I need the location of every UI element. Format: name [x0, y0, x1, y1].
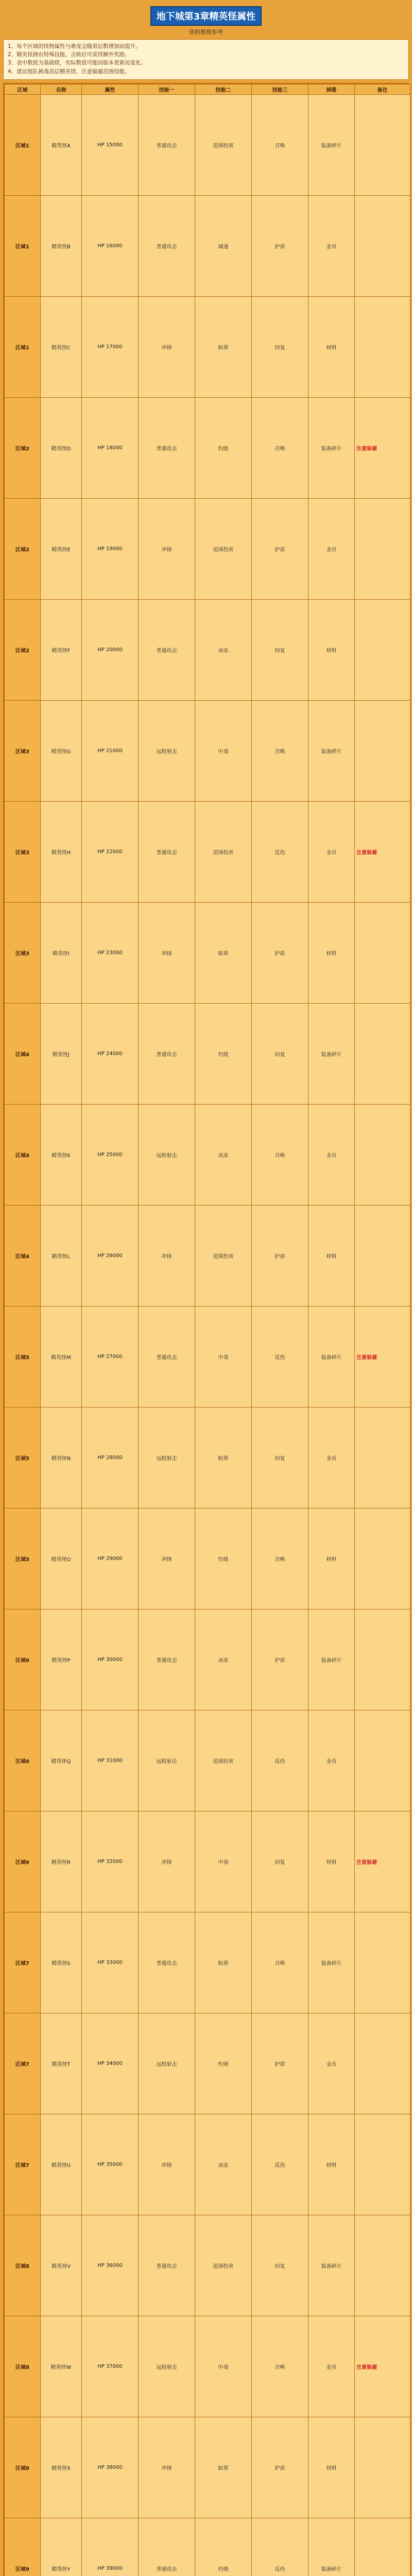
table-cell-s3: 召唤 — [252, 1104, 308, 1205]
table-cell-s1: 普通攻击 — [139, 801, 195, 902]
table-cell-s2: 范围伤害 — [195, 1205, 252, 1306]
table-cell-name: 精英怪Q — [41, 1710, 82, 1811]
table-cell-note — [355, 2518, 410, 2576]
table-cell-note — [355, 902, 410, 1003]
table-cell-name: 精英怪K — [41, 1104, 82, 1205]
table-cell-s2: 中毒 — [195, 1306, 252, 1407]
table-cell-attr: HP 16000 — [82, 195, 139, 296]
table-cell-drop: 材料 — [308, 1811, 355, 1912]
table-cell-drop: 装备碎片 — [308, 1003, 355, 1104]
data-table-wrapper — [3, 83, 409, 2576]
table-cell-drop: 材料 — [308, 902, 355, 1003]
table-cell-drop: 装备碎片 — [308, 2215, 355, 2316]
table-cell-s1: 普通攻击 — [139, 599, 195, 700]
table-cell-s2: 中毒 — [195, 2316, 252, 2417]
table-cell-s3: 回复 — [252, 296, 308, 397]
table-cell-zone: 区域3 — [5, 902, 41, 1003]
table-cell-s1: 远程射击 — [139, 1710, 195, 1811]
table-cell-s3: 护盾 — [252, 2417, 308, 2518]
table-cell-s3: 召唤 — [252, 94, 308, 195]
table-cell-s1: 远程射击 — [139, 1104, 195, 1205]
table-row — [5, 902, 410, 1003]
table-cell-zone: 区域8 — [5, 2316, 41, 2417]
table-cell-s2: 中毒 — [195, 700, 252, 801]
table-cell-s3: 召唤 — [252, 700, 308, 801]
table-cell-name: 精英怪R — [41, 1811, 82, 1912]
page-subtitle: 资料整理参考 — [189, 29, 223, 36]
table-cell-note — [355, 1710, 410, 1811]
table-cell-drop: 金币 — [308, 195, 355, 296]
table-cell-name: 精英怪N — [41, 1407, 82, 1508]
table-row — [5, 1205, 410, 1306]
table-cell-name: 精英怪L — [41, 1205, 82, 1306]
table-cell-attr: HP 21000 — [82, 700, 139, 801]
table-row — [5, 1407, 410, 1508]
table-cell-note — [355, 1104, 410, 1205]
table-cell-note — [355, 1508, 410, 1609]
table-row — [5, 700, 410, 801]
table-cell-drop: 金币 — [308, 2013, 355, 2114]
table-cell-s1: 冲锋 — [139, 2114, 195, 2215]
table-cell-zone: 区域7 — [5, 2114, 41, 2215]
table-cell-attr: HP 37000 — [82, 2316, 139, 2417]
table-cell-s2: 眩晕 — [195, 902, 252, 1003]
table-row — [5, 1003, 410, 1104]
table-cell-s2: 眩晕 — [195, 296, 252, 397]
table-cell-drop: 材料 — [308, 296, 355, 397]
table-cell-s1: 普通攻击 — [139, 2215, 195, 2316]
table-cell-s1: 远程射击 — [139, 1407, 195, 1508]
table-cell-attr: HP 20000 — [82, 599, 139, 700]
table-cell-drop: 金币 — [308, 1104, 355, 1205]
table-cell-attr: HP 39000 — [82, 2518, 139, 2576]
table-cell-name: 精英怪G — [41, 700, 82, 801]
table-cell-note — [355, 2417, 410, 2518]
table-cell-zone: 区域6 — [5, 1609, 41, 1710]
table-cell-name: 精英怪M — [41, 1306, 82, 1407]
table-cell-drop: 装备碎片 — [308, 700, 355, 801]
table-cell-s3: 反伤 — [252, 801, 308, 902]
table-cell-s3: 护盾 — [252, 195, 308, 296]
table-cell-name: 精英怪J — [41, 1003, 82, 1104]
table-cell-s2: 冰冻 — [195, 2114, 252, 2215]
table-cell-s3: 反伤 — [252, 2114, 308, 2215]
table-cell-attr: HP 26000 — [82, 1205, 139, 1306]
table-cell-s1: 普通攻击 — [139, 1912, 195, 2013]
table-cell-name: 精英怪C — [41, 296, 82, 397]
header-cell: 技能一 — [139, 84, 195, 94]
table-cell-s2: 范围伤害 — [195, 498, 252, 599]
table-cell-attr: HP 27000 — [82, 1306, 139, 1407]
note-line: 1、每个区域的怪物属性与难度会随着层数增加而提升。 — [8, 43, 141, 49]
table-cell-zone: 区域4 — [5, 1104, 41, 1205]
table-cell-drop: 材料 — [308, 2417, 355, 2518]
table-cell-s2: 范围伤害 — [195, 801, 252, 902]
table-cell-zone: 区域6 — [5, 1710, 41, 1811]
table-cell-name: 精英怪V — [41, 2215, 82, 2316]
table-cell-note — [355, 296, 410, 397]
table-cell-name: 精英怪O — [41, 1508, 82, 1609]
table-cell-zone: 区域2 — [5, 599, 41, 700]
table-cell-drop: 装备碎片 — [308, 2518, 355, 2576]
table-cell-s3: 回复 — [252, 1407, 308, 1508]
table-row — [5, 1609, 410, 1710]
table-cell-note — [355, 195, 410, 296]
table-cell-attr: HP 24000 — [82, 1003, 139, 1104]
table-cell-note: 注意躲避 — [355, 1306, 410, 1407]
table-body — [5, 94, 410, 2576]
table-cell-drop: 材料 — [308, 1508, 355, 1609]
table-cell-attr: HP 17000 — [82, 296, 139, 397]
table-row — [5, 1811, 410, 1912]
table-cell-zone: 区域5 — [5, 1508, 41, 1609]
note-line: 2、精英怪拥有特殊技能，击败后可获得额外奖励。 — [8, 52, 130, 58]
table-cell-note — [355, 599, 410, 700]
table-cell-attr: HP 19000 — [82, 498, 139, 599]
table-cell-s2: 冰冻 — [195, 599, 252, 700]
table-cell-zone: 区域1 — [5, 296, 41, 397]
table-cell-name: 精英怪D — [41, 397, 82, 498]
table-cell-zone: 区域2 — [5, 498, 41, 599]
table-cell-s3: 反伤 — [252, 1306, 308, 1407]
table-cell-s1: 远程射击 — [139, 700, 195, 801]
table-cell-drop: 材料 — [308, 599, 355, 700]
table-cell-drop: 装备碎片 — [308, 397, 355, 498]
table-cell-name: 精英怪Y — [41, 2518, 82, 2576]
table-cell-s3: 护盾 — [252, 498, 308, 599]
table-cell-attr: HP 34000 — [82, 2013, 139, 2114]
table-cell-name: 精英怪H — [41, 801, 82, 902]
table-cell-name: 精英怪U — [41, 2114, 82, 2215]
table-cell-s3: 召唤 — [252, 2316, 308, 2417]
table-cell-drop: 装备碎片 — [308, 1609, 355, 1710]
table-cell-note — [355, 1912, 410, 2013]
table-cell-s1: 冲锋 — [139, 1205, 195, 1306]
table-cell-note — [355, 2215, 410, 2316]
table-cell-s1: 冲锋 — [139, 1508, 195, 1609]
table-cell-attr: HP 28000 — [82, 1407, 139, 1508]
table-header-row — [5, 84, 410, 94]
header-cell: 属性 — [82, 84, 139, 94]
table-cell-s1: 普通攻击 — [139, 2518, 195, 2576]
table-cell-zone: 区域8 — [5, 2417, 41, 2518]
table-cell-attr: HP 22000 — [82, 801, 139, 902]
table-cell-drop: 金币 — [308, 801, 355, 902]
table-cell-zone: 区域3 — [5, 801, 41, 902]
table-cell-s3: 召唤 — [252, 1508, 308, 1609]
table-row — [5, 2518, 410, 2576]
table-cell-s2: 减速 — [195, 195, 252, 296]
table-cell-s1: 普通攻击 — [139, 1609, 195, 1710]
table-cell-name: 精英怪I — [41, 902, 82, 1003]
table-cell-zone: 区域4 — [5, 1205, 41, 1306]
notes-box — [3, 39, 409, 80]
table-cell-zone: 区域8 — [5, 2215, 41, 2316]
table-cell-s2: 灼烧 — [195, 1003, 252, 1104]
table-cell-name: 精英怪P — [41, 1609, 82, 1710]
table-row — [5, 94, 410, 195]
table-row — [5, 1306, 410, 1407]
header-cell: 备注 — [355, 84, 410, 94]
table-cell-s3: 召唤 — [252, 397, 308, 498]
table-cell-s1: 普通攻击 — [139, 94, 195, 195]
table-cell-s3: 回复 — [252, 2215, 308, 2316]
table-cell-zone: 区域1 — [5, 195, 41, 296]
table-cell-zone: 区域2 — [5, 397, 41, 498]
table-cell-s1: 远程射击 — [139, 2316, 195, 2417]
table-cell-attr: HP 35000 — [82, 2114, 139, 2215]
table-cell-attr: HP 31000 — [82, 1710, 139, 1811]
table-cell-drop: 装备碎片 — [308, 94, 355, 195]
title-block — [3, 3, 409, 36]
table-cell-attr: HP 29000 — [82, 1508, 139, 1609]
table-cell-s2: 灼烧 — [195, 1508, 252, 1609]
table-cell-name: 精英怪S — [41, 1912, 82, 2013]
table-cell-s2: 冰冻 — [195, 1609, 252, 1710]
table-cell-note: 注意躲避 — [355, 1811, 410, 1912]
table-cell-zone: 区域5 — [5, 1306, 41, 1407]
table-cell-attr: HP 36000 — [82, 2215, 139, 2316]
table-cell-drop: 材料 — [308, 1205, 355, 1306]
table-cell-attr: HP 30000 — [82, 1609, 139, 1710]
table-cell-note: 注意躲避 — [355, 397, 410, 498]
table-cell-name: 精英怪A — [41, 94, 82, 195]
table-cell-zone: 区域9 — [5, 2518, 41, 2576]
table-row — [5, 2215, 410, 2316]
table-cell-s1: 冲锋 — [139, 296, 195, 397]
table-cell-s1: 冲锋 — [139, 902, 195, 1003]
header-cell: 技能三 — [252, 84, 308, 94]
table-cell-note — [355, 1205, 410, 1306]
table-cell-attr: HP 32000 — [82, 1811, 139, 1912]
table-cell-s3: 召唤 — [252, 1912, 308, 2013]
table-cell-note — [355, 1609, 410, 1710]
table-cell-attr: HP 23000 — [82, 902, 139, 1003]
table-cell-note — [355, 1003, 410, 1104]
table-cell-s3: 护盾 — [252, 2013, 308, 2114]
table-cell-attr: HP 25000 — [82, 1104, 139, 1205]
table-cell-zone: 区域1 — [5, 94, 41, 195]
table-cell-attr: HP 38000 — [82, 2417, 139, 2518]
table-cell-s3: 回复 — [252, 599, 308, 700]
header-cell: 名称 — [41, 84, 82, 94]
table-cell-note — [355, 498, 410, 599]
table-cell-s3: 反伤 — [252, 2518, 308, 2576]
table-cell-note — [355, 2114, 410, 2215]
table-cell-name: 精英怪W — [41, 2316, 82, 2417]
table-cell-zone: 区域4 — [5, 1003, 41, 1104]
table-row — [5, 195, 410, 296]
table-row — [5, 296, 410, 397]
table-cell-note: 注意躲避 — [355, 2316, 410, 2417]
table-cell-zone: 区域6 — [5, 1811, 41, 1912]
table-cell-s2: 范围伤害 — [195, 2215, 252, 2316]
table-cell-s3: 护盾 — [252, 902, 308, 1003]
table-cell-s2: 灼烧 — [195, 397, 252, 498]
table-cell-attr: HP 18000 — [82, 397, 139, 498]
table-row — [5, 1912, 410, 2013]
table-cell-s1: 冲锋 — [139, 1811, 195, 1912]
table-cell-s2: 冰冻 — [195, 1104, 252, 1205]
table-row — [5, 2013, 410, 2114]
table-row — [5, 2114, 410, 2215]
table-cell-zone: 区域7 — [5, 2013, 41, 2114]
table-row — [5, 2417, 410, 2518]
table-cell-name: 精英怪B — [41, 195, 82, 296]
table-row — [5, 599, 410, 700]
table-cell-note: 注意躲避 — [355, 801, 410, 902]
table-cell-drop: 金币 — [308, 1710, 355, 1811]
table-row — [5, 801, 410, 902]
table-cell-s3: 反伤 — [252, 1710, 308, 1811]
table-cell-drop: 装备碎片 — [308, 1912, 355, 2013]
table-cell-s2: 范围伤害 — [195, 1710, 252, 1811]
header-cell: 区域 — [5, 84, 41, 94]
header-cell: 掉落 — [308, 84, 355, 94]
table-cell-s2: 灼烧 — [195, 2518, 252, 2576]
table-cell-drop: 金币 — [308, 498, 355, 599]
table-row — [5, 498, 410, 599]
table-cell-s2: 范围伤害 — [195, 94, 252, 195]
table-row — [5, 1508, 410, 1609]
table-cell-name: 精英怪T — [41, 2013, 82, 2114]
table-cell-s1: 普通攻击 — [139, 397, 195, 498]
table-row — [5, 1104, 410, 1205]
table-cell-note — [355, 94, 410, 195]
table-cell-drop: 金币 — [308, 2316, 355, 2417]
table-row — [5, 1710, 410, 1811]
table-cell-s3: 回复 — [252, 1003, 308, 1104]
table-cell-s3: 护盾 — [252, 1205, 308, 1306]
table-cell-s2: 灼烧 — [195, 2013, 252, 2114]
table-row — [5, 397, 410, 498]
note-line: 3、表中数值为基础值，实际数值可能因版本更新而变化。 — [8, 60, 147, 66]
header-cell: 技能二 — [195, 84, 252, 94]
table-cell-s1: 普通攻击 — [139, 1003, 195, 1104]
table-cell-s1: 远程射击 — [139, 2013, 195, 2114]
table-cell-drop: 材料 — [308, 2114, 355, 2215]
table-cell-zone: 区域7 — [5, 1912, 41, 2013]
table-row — [5, 2316, 410, 2417]
table-cell-attr: HP 15000 — [82, 94, 139, 195]
table-cell-s3: 护盾 — [252, 1609, 308, 1710]
table-cell-zone: 区域3 — [5, 700, 41, 801]
data-table — [4, 84, 410, 2576]
table-cell-s1: 普通攻击 — [139, 1306, 195, 1407]
table-cell-zone: 区域5 — [5, 1407, 41, 1508]
table-cell-s1: 冲锋 — [139, 498, 195, 599]
table-cell-s3: 回复 — [252, 1811, 308, 1912]
table-cell-s2: 眩晕 — [195, 2417, 252, 2518]
table-cell-s1: 冲锋 — [139, 2417, 195, 2518]
table-cell-drop: 金币 — [308, 1407, 355, 1508]
table-cell-note — [355, 2013, 410, 2114]
table-cell-s2: 眩晕 — [195, 1912, 252, 2013]
table-cell-s1: 普通攻击 — [139, 195, 195, 296]
table-cell-note — [355, 700, 410, 801]
table-cell-name: 精英怪X — [41, 2417, 82, 2518]
table-cell-name: 精英怪E — [41, 498, 82, 599]
note-line: 4、建议组队挑战高层精英怪，注意躲避范围技能。 — [8, 68, 130, 75]
table-cell-s2: 中毒 — [195, 1811, 252, 1912]
table-cell-drop: 装备碎片 — [308, 1306, 355, 1407]
table-cell-attr: HP 33000 — [82, 1912, 139, 2013]
table-cell-s2: 眩晕 — [195, 1407, 252, 1508]
table-cell-note — [355, 1407, 410, 1508]
table-cell-name: 精英怪F — [41, 599, 82, 700]
page-title: 地下城第3章精英怪属性 — [150, 6, 262, 26]
